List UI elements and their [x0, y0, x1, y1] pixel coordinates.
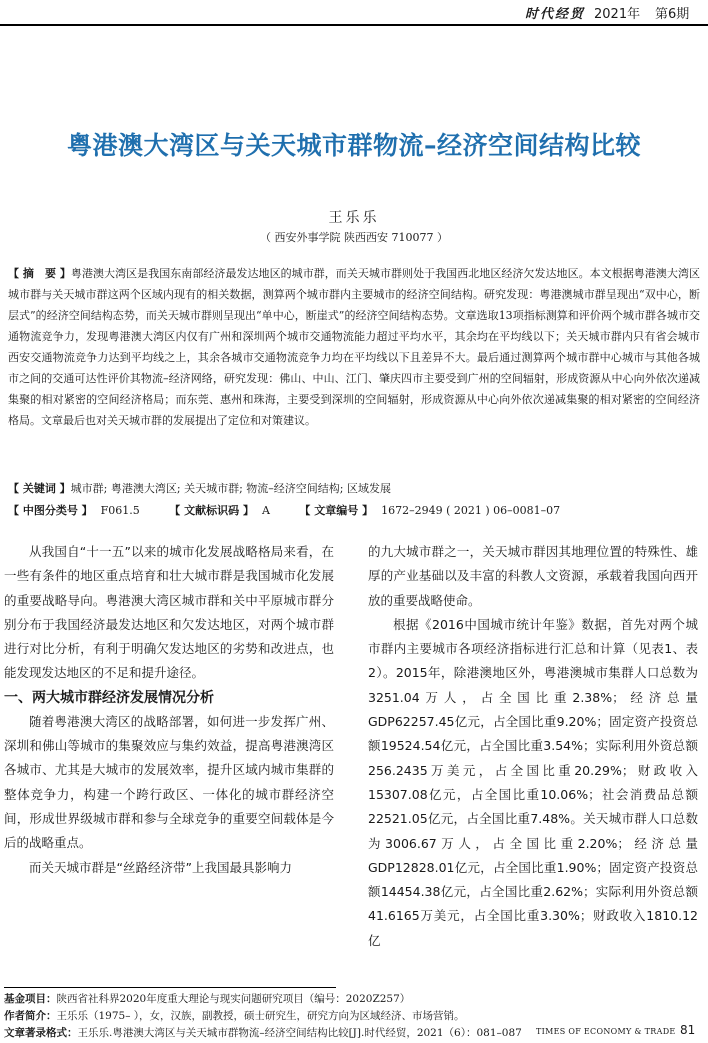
- article-id-value: 1672–2949 ( 2021 ) 06–0081–07: [381, 504, 561, 517]
- article-title: 粤港澳大湾区与关天城市群物流–经济空间结构比较: [66, 131, 641, 160]
- abstract: [8, 263, 700, 431]
- keywords-text: 城市群; 粤港澳大湾区; 关天城市群; 物流–经济空间结构; 区域发展: [70, 482, 391, 495]
- footnote-citation: [4, 1025, 522, 1040]
- article-id-label: 【 文章编号 】: [299, 504, 374, 517]
- clc-label: 【 中图分类号 】: [8, 504, 93, 517]
- footnote-rule: [4, 987, 336, 988]
- abstract-label: 【 摘 要 】: [8, 267, 71, 280]
- body-column-left: [4, 540, 334, 880]
- journal-name: 时代经贸: [525, 7, 586, 22]
- fund-text: 陕西省社科界2020年度重大理论与现实问题研究项目（编号：2020Z257）: [56, 993, 411, 1005]
- fund-label: 基金项目：: [4, 993, 57, 1005]
- doc-code-value: A: [261, 504, 270, 517]
- citation-text: 王乐乐.粤港澳大湾区与关天城市群物流–经济空间结构比较[J].时代经贸，2021（6）：081–087: [77, 1027, 522, 1039]
- keywords-label: 【 关键词 】: [8, 482, 71, 495]
- clc-value: F061.5: [100, 504, 140, 517]
- body-column-right: [368, 540, 698, 953]
- author-bio-text: 王乐乐（1975– ），女，汉族，副教授，硕士研究生，研究方向为区域经济、市场营销。: [56, 1010, 465, 1022]
- article-author: 王乐乐: [328, 210, 380, 226]
- author-bio-label: 作者简介：: [4, 1010, 57, 1022]
- footnote-author: [4, 1008, 465, 1023]
- journal-year: 2021年: [594, 7, 641, 22]
- citation-label: 文章著录格式：: [4, 1027, 78, 1039]
- body-paragraph: 根据《2016中国城市统计年鉴》数据，首先对两个城市群内主要城市各项经济指标进行汇总和计算（见表1、表2）。2015年，除港澳地区外，粤港澳城市集群人口总数为3251.04万人，占全国比重2.38%；经济总量GDP62257.45亿元，占全国比重9.20%；固定资产投资总额19524.54亿元，占全国比重3.54%；实际利用外资总额256.2435万美元，占全国比重20.29%；财政收入15307.08亿元，占全国比重10.06%；社会消费品总额22521.05亿元，占全国比重7.48%。关天城市群人口总数为3006.67万人，占全国比重2.20%；经济总量GDP12828.01亿元，占全国比重1.90%；固定资产投资总额14454.38亿元，占全国比重2.62%；实际利用外资总额41.6165万美元，占全国比重3.30%；财政收入1810.12亿: [368, 616, 698, 948]
- body-paragraph: 的九大城市群之一，关天城市群因其地理位置的特殊性、雄厚的产业基础以及丰富的科教人文资源，承载着我国向西开放的重要战略使命。: [368, 544, 698, 608]
- keywords: [8, 480, 391, 496]
- header-rule: [0, 24, 708, 26]
- doc-code-label: 【 文献标识码 】: [169, 504, 254, 517]
- body-paragraph: 而关天城市群是“丝路经济带”上我国最具影响力: [29, 859, 292, 875]
- footnote-fund: [4, 991, 410, 1006]
- abstract-text: 粤港澳大湾区是我国东南部经济最发达地区的城市群，而关天城市群则处于我国西北地区经济欠发达地区。本文根据粤港澳大湾区城市群与关天城市群这两个区域内现有的相关数据，测算两个城市群内主要城市的经济空间结构。研究发现：粤港澳城市群呈现出“双中心，断层式”的经济空间结构态势，而关天城市群则呈现出“单中心，断崖式”的经济空间结构态势。文章选取13项指标测算和评价两个城市群各城市交通物流竞争力，发现粤港澳大湾区内仅有广州和深圳两个城市交通物流能力超过平均水平，其余均在平均线以下；关天城市群内只有省会城市西安交通物流竞争力达到平均线之上，其余各城市交通物流竞争力均在平均线以下且差异不大。最后通过测算两个城市群中心城市与其他各城市之间的交通可达性评价其物流–经济网络，研究发现：佛山、中山、江门、肇庆四市主要受到广州的空间辐射，形成资源从中心向外依次递减集聚的相对紧密的空间经济格局；而东莞、惠州和珠海，主要受到深圳的空间辐射，形成资源从中心向外依次递减集聚的相对紧密的空间经济格局。文章最后也对关天城市群的发展提出了定位和对策建议。: [8, 267, 700, 427]
- page-number: 81: [680, 1023, 696, 1037]
- journal-issue: 第6期: [655, 7, 690, 22]
- author-affiliation: （ 西安外事学院 陕西西安 710077 ）: [260, 231, 448, 244]
- classification-line: [8, 502, 568, 518]
- body-paragraph: 从我国自“十一五”以来的城市化发展战略格局来看，在一些有条件的地区重点培育和壮大城市群是我国城市化发展的重要战略导向。粤港澳大湾区城市群和关中平原城市群分别分布于我国经济最发达地区和欠发达地区，对两个城市群进行对比分析，有利于明确欠发达地区的劣势和改进点，也能发现发达地区的不足和提升途径。: [4, 544, 334, 681]
- body-paragraph: 随着粤港澳大湾区的战略部署，如何进一步发挥广州、深圳和佛山等城市的集聚效应与集约效益，提高粤港澳湾区各城市、尤其是大城市的发展效率，提升区域内城市集群的整体竞争力，构建一个跨行政区、一体化的城市群经济空间，形成世界级城市群和参与全球竞争的重要空间载体是今后的战略重点。: [4, 713, 334, 851]
- running-title: TIMES OF ECONOMY & TRADE: [536, 1027, 676, 1036]
- section-heading: 一、两大城市群经济发展情况分析: [4, 689, 214, 706]
